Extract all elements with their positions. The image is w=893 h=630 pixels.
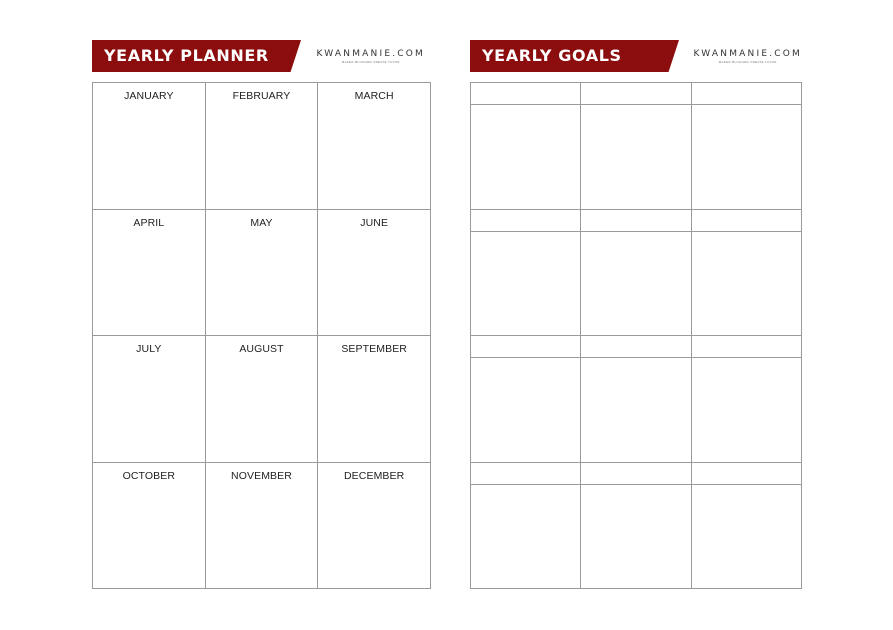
month-label: JULY — [136, 343, 162, 355]
month-label: AUGUST — [239, 343, 284, 355]
month-label: JANUARY — [124, 90, 174, 102]
planner-brand — [317, 49, 425, 64]
month-cell-october[interactable] — [93, 463, 206, 590]
goals-brand-name: KWANMANIE.COM — [693, 49, 802, 59]
goals-title: YEARLY GOALS — [482, 46, 622, 65]
month-cell-february[interactable] — [206, 83, 319, 210]
goal-body-cell[interactable] — [471, 232, 581, 337]
month-label: JUNE — [360, 216, 389, 229]
goal-body-cell[interactable] — [581, 358, 691, 463]
goal-body-cell[interactable] — [471, 105, 581, 210]
goal-header-cell[interactable] — [581, 210, 691, 232]
planner-brand-tagline: MAKER BLOGGER CREATE TUTOR — [341, 60, 400, 64]
month-cell-december[interactable] — [318, 463, 431, 590]
goal-header-cell[interactable] — [471, 336, 581, 358]
goals-brand-tagline: MAKER BLOGGER CREATE TUTOR — [718, 60, 777, 64]
month-label: MAY — [250, 216, 273, 229]
month-label: MARCH — [354, 90, 394, 102]
month-label: NOVEMBER — [231, 469, 292, 482]
month-label: SEPTEMBER — [341, 343, 407, 355]
goal-body-cell[interactable] — [692, 358, 802, 463]
goal-body-cell[interactable] — [471, 485, 581, 590]
goal-body-cell[interactable] — [692, 105, 802, 210]
goal-header-cell[interactable] — [471, 463, 581, 485]
goal-header-cell[interactable] — [471, 83, 581, 105]
goal-block — [471, 210, 802, 337]
month-cell-august[interactable] — [206, 336, 319, 463]
goals-brand — [694, 49, 802, 64]
goal-header-cell[interactable] — [581, 463, 691, 485]
planner-title: YEARLY PLANNER — [104, 46, 269, 65]
month-cell-july[interactable] — [93, 336, 206, 463]
goals-grid — [470, 82, 802, 589]
goal-header-cell[interactable] — [692, 336, 802, 358]
month-cell-may[interactable] — [206, 210, 319, 337]
month-cell-march[interactable] — [318, 83, 431, 210]
goal-block — [471, 463, 802, 590]
goal-block — [471, 336, 802, 463]
goal-header-cell[interactable] — [581, 336, 691, 358]
month-cell-april[interactable] — [93, 210, 206, 337]
month-cell-november[interactable] — [206, 463, 319, 590]
goal-header-cell[interactable] — [692, 463, 802, 485]
month-label: APRIL — [133, 216, 165, 229]
goal-body-cell[interactable] — [692, 232, 802, 337]
goal-header-cell[interactable] — [581, 83, 691, 105]
month-grid — [92, 82, 431, 589]
month-label: DECEMBER — [344, 469, 405, 482]
month-cell-january[interactable] — [93, 83, 206, 210]
goal-header-cell[interactable] — [692, 83, 802, 105]
month-cell-september[interactable] — [318, 336, 431, 463]
goal-body-cell[interactable] — [471, 358, 581, 463]
goal-body-cell[interactable] — [581, 105, 691, 210]
month-cell-june[interactable] — [318, 210, 431, 337]
goal-body-cell[interactable] — [581, 232, 691, 337]
month-label: OCTOBER — [122, 469, 176, 482]
goal-body-cell[interactable] — [692, 485, 802, 590]
goal-block — [471, 83, 802, 210]
goal-body-cell[interactable] — [581, 485, 691, 590]
month-label: FEBRUARY — [232, 90, 291, 102]
goal-header-cell[interactable] — [692, 210, 802, 232]
planner-brand-name: KWANMANIE.COM — [316, 49, 425, 59]
goal-header-cell[interactable] — [471, 210, 581, 232]
